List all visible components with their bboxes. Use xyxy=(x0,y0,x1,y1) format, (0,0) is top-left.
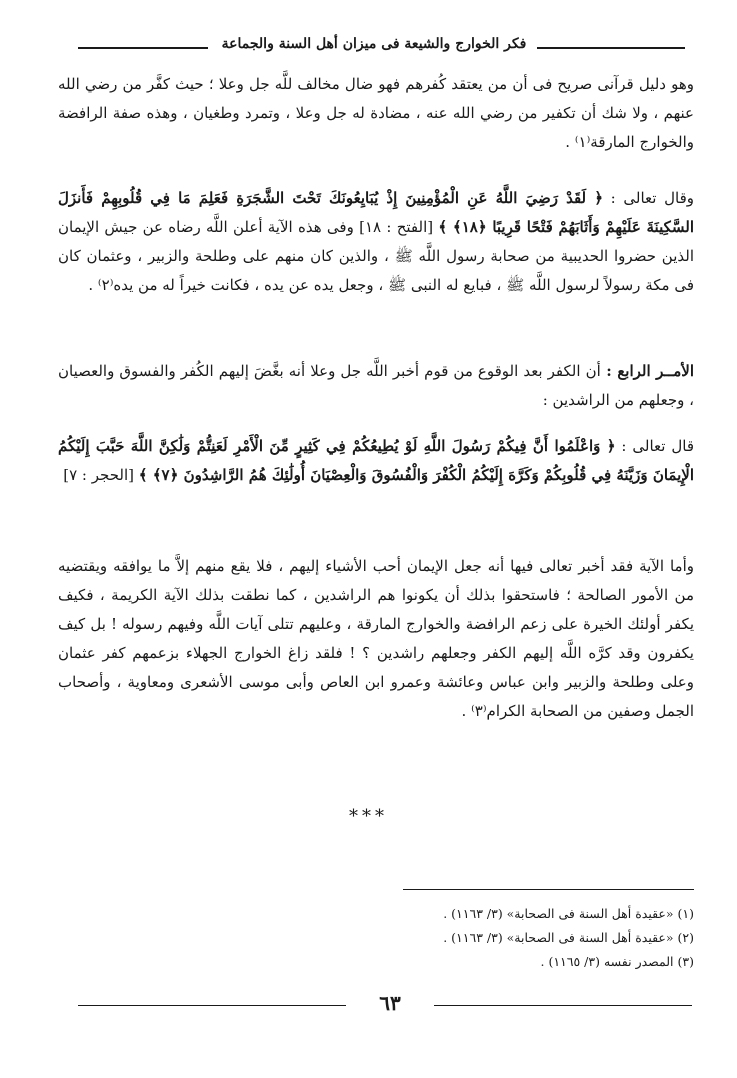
paragraph-2-rest: وفى هذه الآية أعلن اللَّه رضاه عن جيش الإيمان الذين حضروا الحديبية من صحابة رسول اللَّه ﷺ ، والذين كان منهم على وطلحة والزبير ، وعثمان كان فى مكة رسولاً لرسول اللَّه ﷺ ، فبايع له النبى ﷺ ، وجعل يده عن يده ، فكانت خيراً له من يده⁽٢⁾ . xyxy=(58,218,694,294)
header-rule-left xyxy=(78,47,208,49)
verse-reference-al-fath: [الفتح : ١٨] xyxy=(353,218,439,236)
page-number: ٦٣ xyxy=(379,991,401,1015)
paragraph-5 xyxy=(58,552,694,726)
footer-rule-left xyxy=(78,1005,346,1006)
paragraph-2 xyxy=(58,184,694,300)
paragraph-1-text: وهو دليل قرآنى صريح فى أن من يعتقد كُفرهم فهو ضال مخالف للَّه جل وعلا ؛ حيث كفَّر من رضي الله عنهم ، ولا شك أن تكفير من رضي الله عنه ، مضادة له جل وعلا ، وتمرد وطغيان ، وهذه صفة الرافضة والخوارج المارقة⁽١⁾ . xyxy=(58,75,694,151)
verse-reference-al-hujurat: [الحجر : ٧] xyxy=(63,466,139,484)
paragraph-3 xyxy=(58,357,694,415)
paragraph-2-body xyxy=(58,184,694,300)
footnote-1: (١) «عقيدة أهل السنة فى الصحابة» (٣/ ١١٦٣) . xyxy=(443,906,694,921)
footer-rule-right xyxy=(434,1005,692,1006)
paragraph-3-rest: أن الكفر بعد الوقوع من قوم أخبر اللَّه جل وعلا أنه بغَّضَ إليهم الكُفر والفسوق والعصيان ، وجعلهم من الراشدين : xyxy=(58,362,694,409)
section-heading-fourth-matter: الأمــر الرابع : xyxy=(600,362,694,380)
footnotes xyxy=(300,902,694,974)
section-separator: *** xyxy=(349,806,388,827)
footnote-rule xyxy=(403,889,694,890)
paragraph-4-body xyxy=(58,432,694,490)
paragraph-5-text: وأما الآية فقد أخبر تعالى فيها أنه جعل الإيمان أحب الأشياء إليهم ، فلا يقع منهم إلاَّ ما يوافقه ويقتضيه من الأمور الصالحة ؛ فاستحقوا بذلك أن يكونوا هم الراشدين ، كما نطقت بذلك الآية الكريمة ، فكيف يكفر أولئك الخيرة على زعم الرافضة والخوارج المارقة ، وعليهم تتلى آيات اللَّه وفيهم رسوله ! بل كيف يكفرون وقد كرَّه اللَّه إليهم الكفر وجعلهم راشدين ؟ ! فلقد زاغ الخوارج الجهلاء بزعمهم كفر عثمان وعلى وطلحة والزبير وابن عباس وعائشة وعمرو ابن العاص وأبى موسى الأشعرى ومعاوية ، وأصحاب الجمل وصفين من الصحابة الكرام⁽٣⁾ . xyxy=(58,557,694,720)
footnote-3: (٣) المصدر نفسه (٣/ ١١٦٥) . xyxy=(540,954,694,969)
header-rule-right xyxy=(537,47,685,49)
quran-verse-al-hujurat: ﴿ وَاعْلَمُوا أَنَّ فِيكُمْ رَسُولَ اللَّهِ لَوْ يُطِيعُكُمْ فِي كَثِيرٍ مِّنَ الْأَمْرِ لَعَنِتُّمْ وَلَٰكِنَّ اللَّهَ حَبَّبَ إِلَيْكُمُ الْإِيمَانَ وَزَيَّنَهُ فِي قُلُوبِكُمْ وَكَرَّهَ إِلَيْكُمُ الْكُفْرَ وَالْفُسُوقَ وَالْعِصْيَانَ أُولَٰئِكَ هُمُ الرَّاشِدُونَ ﴿٧﴾ ﴾ xyxy=(58,437,694,484)
quran-verse-al-fath: ﴿ لَقَدْ رَضِيَ اللَّهُ عَنِ الْمُؤْمِنِينَ إِذْ يُبَايِعُونَكَ تَحْتَ الشَّجَرَةِ فَعَلِمَ مَا فِي قُلُوبِهِمْ فَأَنزَلَ السَّكِينَةَ عَلَيْهِمْ وَأَثَابَهُمْ فَتْحًا قَرِيبًا ﴿١٨﴾ ﴾ xyxy=(58,189,694,236)
footnote-2: (٢) «عقيدة أهل السنة فى الصحابة» (٣/ ١١٦٣) . xyxy=(443,930,694,945)
paragraph-4 xyxy=(58,432,694,490)
paragraph-4-intro: قال تعالى : xyxy=(615,437,694,455)
paragraph-3-body xyxy=(58,357,694,415)
paragraph-1 xyxy=(58,70,694,157)
paragraph-2-intro: وقال تعالى : xyxy=(603,189,694,207)
running-header-title: فكر الخوارج والشيعة فى ميزان أهل السنة والجماعة xyxy=(221,36,527,52)
